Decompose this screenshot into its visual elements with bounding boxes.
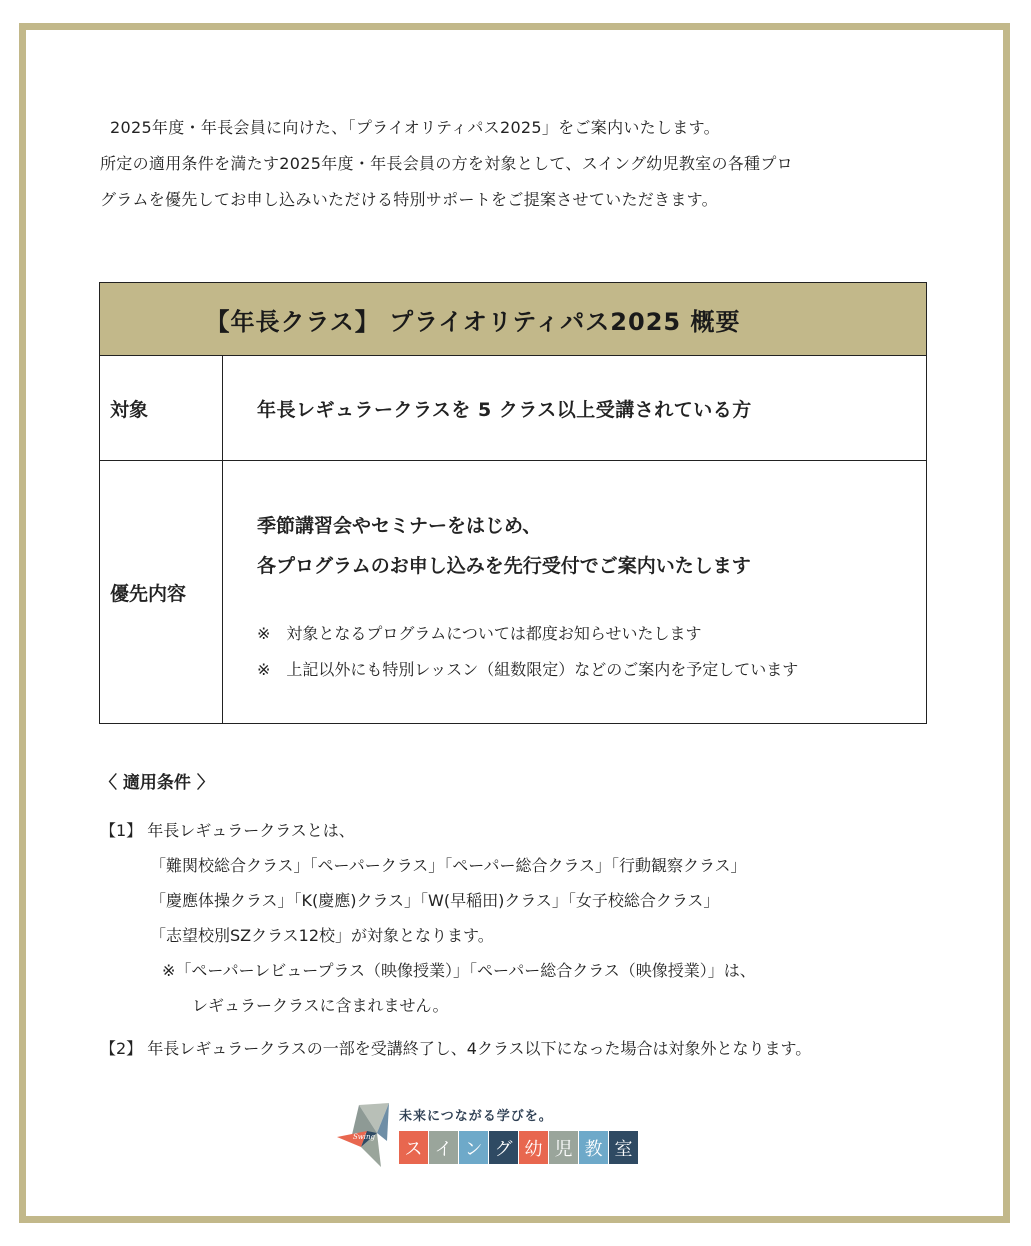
intro-line-1: 2025年度・年長会員に向けた、「プライオリティパス2025」をご案内いたします。: [110, 118, 720, 137]
priority-row: [100, 461, 927, 724]
logo-tile: 室: [609, 1131, 638, 1164]
target-cell: [223, 356, 927, 461]
conditions-heading: 〈 適用条件 〉: [100, 773, 214, 793]
priority-main-line-2: 各プログラムのお申し込みを先行受付でご案内いたします: [257, 555, 751, 577]
logo-tile: 教: [579, 1131, 608, 1164]
swing-logo: [337, 1103, 697, 1169]
priority-label: 優先内容: [100, 461, 223, 724]
logo-tile: 児: [549, 1131, 578, 1164]
priority-note-2: ※ 上記以外にも特別レッスン（組数限定）などのご案内を予定しています: [257, 660, 799, 679]
priority-main-line-1: 季節講習会やセミナーをはじめ、: [257, 515, 542, 537]
priority-cell: [223, 461, 927, 724]
condition-1-list-3: 「志望校別SZクラス12校」が対象となります。: [150, 926, 494, 945]
overview-table: [99, 282, 927, 724]
target-text: 年長レギュラークラスを 5 クラス以上受講されている方: [257, 398, 752, 421]
condition-1-note-2: レギュラークラスに含まれません。: [192, 996, 449, 1015]
condition-1-list-2: 「慶應体操クラス」「K(慶應)クラス」「W(早稲田)クラス」「女子校総合クラス」: [150, 891, 720, 910]
bird-logo-icon: [337, 1103, 397, 1169]
intro-line-3: グラムを優先してお申し込みいただける特別サポートをご提案させていただきます。: [100, 190, 718, 209]
logo-tile: 幼: [519, 1131, 548, 1164]
intro-line-2: 所定の適用条件を満たす2025年度・年長会員の方を対象として、スイング幼児教室の各種プロ: [100, 154, 793, 173]
intro-text: [100, 110, 950, 218]
condition-2-text: 年長レギュラークラスの一部を受講終了し、4クラス以下になった場合は対象外となります。: [147, 1039, 812, 1058]
target-label: 対象: [100, 356, 223, 461]
logo-tile: ス: [399, 1131, 428, 1164]
logo-tile: グ: [489, 1131, 518, 1164]
condition-1-text: 年長レギュラークラスとは、: [147, 821, 355, 840]
logo-tagline: 未来につながる学びを。: [399, 1109, 553, 1124]
condition-1-note-1: ※「ペーパーレビュープラス（映像授業）」「ペーパー総合クラス（映像授業）」は、: [162, 961, 756, 980]
logo-tiles: [399, 1131, 639, 1164]
logo-mark-label: Swing: [353, 1133, 376, 1141]
condition-1: [100, 813, 950, 848]
logo-tile: イ: [429, 1131, 458, 1164]
target-row: [100, 356, 927, 461]
overview-title: 【年長クラス】 プライオリティパス2025 概要: [100, 283, 927, 356]
priority-notes: [257, 616, 925, 688]
conditions-section: [100, 766, 950, 1066]
logo-tile: ン: [459, 1131, 488, 1164]
priority-main: [257, 506, 925, 586]
condition-2-marker: 【2】: [100, 1039, 143, 1058]
condition-2: [100, 1031, 950, 1066]
condition-1-list-1: 「難関校総合クラス」「ペーパークラス」「ペーパー総合クラス」「行動観察クラス」: [150, 856, 747, 875]
condition-1-marker: 【1】: [100, 821, 143, 840]
priority-note-1: ※ 対象となるプログラムについては都度お知らせいたします: [257, 624, 702, 643]
